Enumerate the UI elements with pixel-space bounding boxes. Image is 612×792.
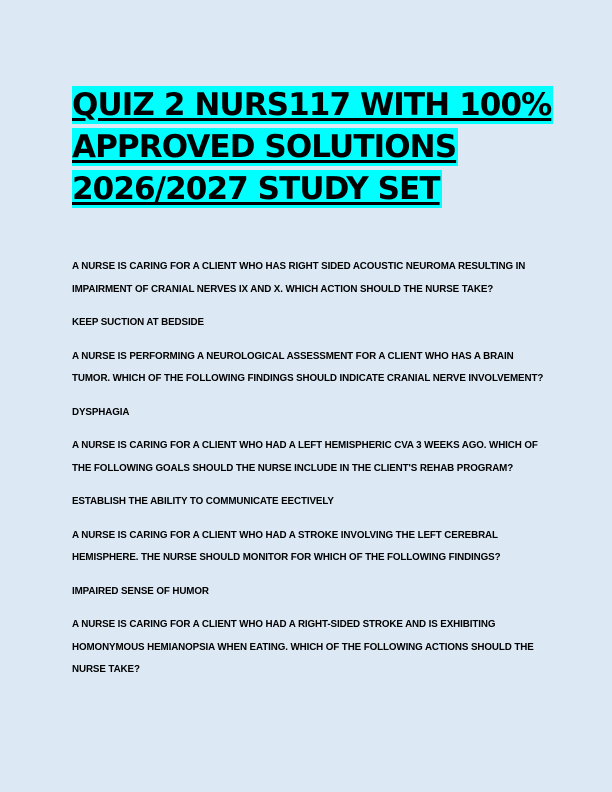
answer-2: DYSPHAGIA [72, 406, 130, 418]
title-line-1: QUIZ 2 NURS117 WITH 100% [72, 87, 552, 123]
title-line-2: APPROVED SOLUTIONS [72, 129, 457, 165]
answer-4: IMPAIRED SENSE OF HUMOR [72, 585, 209, 597]
question-3: A NURSE IS CARING FOR A CLIENT WHO HAD A LEFT HEMISPHERIC CVA 3 WEEKS AGO. WHICH OF THE FOLLOWING GOALS SHOULD THE NURSE INCLUDE IN THE CLIENT'S REHAB PROGRAM? [72, 440, 538, 474]
answer-3: ESTABLISH THE ABILITY TO COMMUNICATE EECTIVELY [72, 496, 334, 507]
question-4: A NURSE IS CARING FOR A CLIENT WHO HAD A STROKE INVOLVING THE LEFT CEREBRAL HEMISPHERE. THE NURSE SHOULD MONITOR FOR WHICH OF THE FOLLOWING FINDINGS? [72, 529, 501, 563]
title-line-3: 2026/2027 STUDY SET [72, 171, 440, 207]
question-5: A NURSE IS CARING FOR A CLIENT WHO HAD A RIGHT-SIDED STROKE AND IS EXHIBITING HOMONYMOUS HEMIANOPSIA WHEN EATING. WHICH OF THE FOLLOWING ACTIONS SHOULD THE NURSE TAKE? [72, 619, 534, 675]
question-1: A NURSE IS CARING FOR A CLIENT WHO HAS RIGHT SIDED ACOUSTIC NEUROMA RESULTING IN IMPAIRMENT OF CRANIAL NERVES IX AND X. WHICH ACTION SHOULD THE NURSE TAKE? [72, 261, 526, 295]
question-answer-list [72, 256, 552, 682]
question-2: A NURSE IS PERFORMING A NEUROLOGICAL ASSESSMENT FOR A CLIENT WHO HAS A BRAIN TUMOR. WHICH OF THE FOLLOWING FINDINGS SHOULD INDICATE CRANIAL NERVE INVOLVEMENT? [72, 350, 544, 384]
document-title [72, 86, 552, 212]
document-page [72, 86, 552, 693]
answer-1: KEEP SUCTION AT BEDSIDE [72, 317, 204, 328]
